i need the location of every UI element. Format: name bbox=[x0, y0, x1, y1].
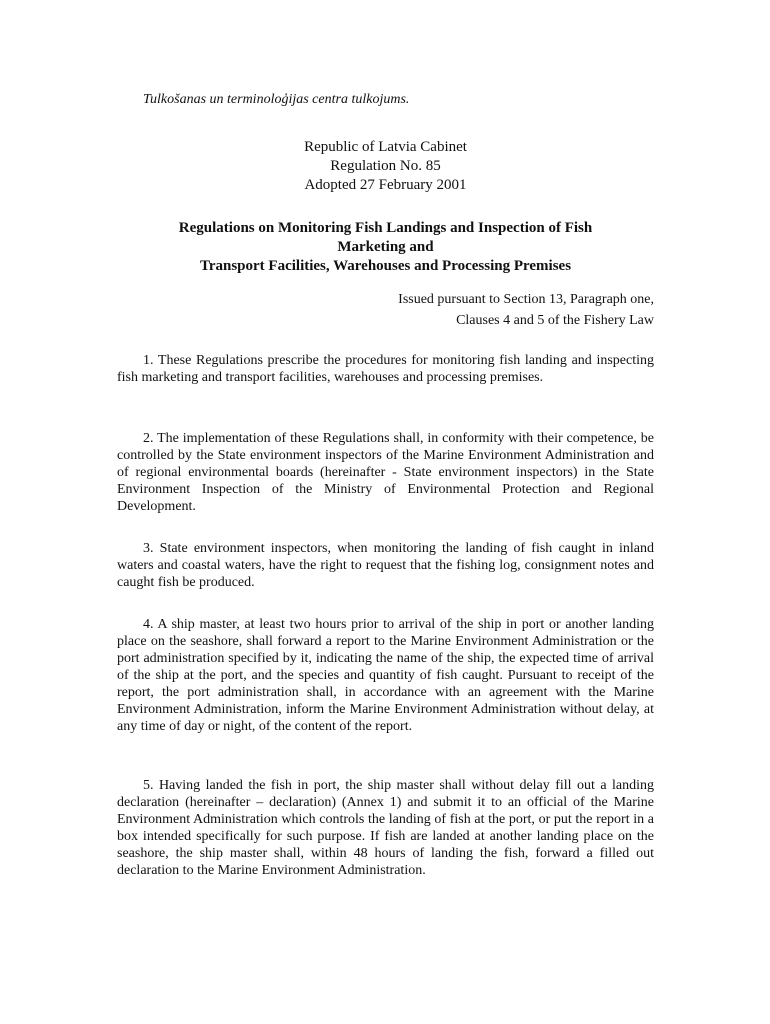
document-title bbox=[117, 219, 654, 276]
paragraph-3: 3. State environment inspectors, when monitoring the landing of fish caught in inland waters and coastal waters, have the right to request that the fishing log, consignment notes and caught fish be produced. bbox=[117, 541, 654, 590]
paragraph-1: 1. These Regulations prescribe the procedures for monitoring fish landing and inspecting fish marketing and transport facilities, warehouses and processing premises. bbox=[117, 353, 654, 385]
paragraph-5: 5. Having landed the fish in port, the ship master shall without delay fill out a landing declaration (hereinafter – declaration) (Annex 1) and submit it to an official of the Marine Environment Administration which controls the landing of fish at the port, or put the report in a box intended specifically for such purpose. If fish are landed at another landing place on the seashore, the ship master shall, within 48 hours of landing the fish, forward a filled out declaration to the Marine Environment Administration. bbox=[117, 778, 654, 878]
header-line-regulation-number: Regulation No. 85 bbox=[330, 158, 441, 174]
translator-note: Tulkošanas un terminoloģijas centra tulkojums. bbox=[143, 92, 410, 107]
paragraph-2: 2. The implementation of these Regulations shall, in conformity with their competence, be controlled by the State environment inspectors of the Marine Environment Administration and of regional environmental boards (hereinafter - State environment inspectors) in the State Environment Inspection of the Ministry of Environmental Protection and Regional Development. bbox=[117, 431, 654, 514]
title-line-1: Regulations on Monitoring Fish Landings and Inspection of Fish bbox=[178, 220, 593, 236]
legal-basis-line-2: Clauses 4 and 5 of the Fishery Law bbox=[456, 313, 654, 328]
title-line-3: Transport Facilities, Warehouses and Processing Premises bbox=[199, 258, 572, 274]
header-line-adoption-date: Adopted 27 February 2001 bbox=[304, 177, 467, 193]
header-line-issuer: Republic of Latvia Cabinet bbox=[304, 139, 467, 155]
regulation-header bbox=[117, 138, 654, 195]
legal-basis-line-1: Issued pursuant to Section 13, Paragraph one, bbox=[398, 292, 654, 307]
title-line-2: Marketing and bbox=[337, 239, 434, 255]
legal-basis bbox=[117, 289, 654, 331]
paragraph-4: 4. A ship master, at least two hours prior to arrival of the ship in port or another landing place on the seashore, shall forward a report to the Marine Environment Administration or the port administration specified by it, indicating the name of the ship, the expected time of arrival of the ship at the port, and the species and quantity of fish caught. Pursuant to receipt of the report, the port administration shall, in accordance with an agreement with the Marine Environment Administration, inform the Marine Environment Administration without delay, at any time of day or night, of the content of the report. bbox=[117, 617, 654, 734]
